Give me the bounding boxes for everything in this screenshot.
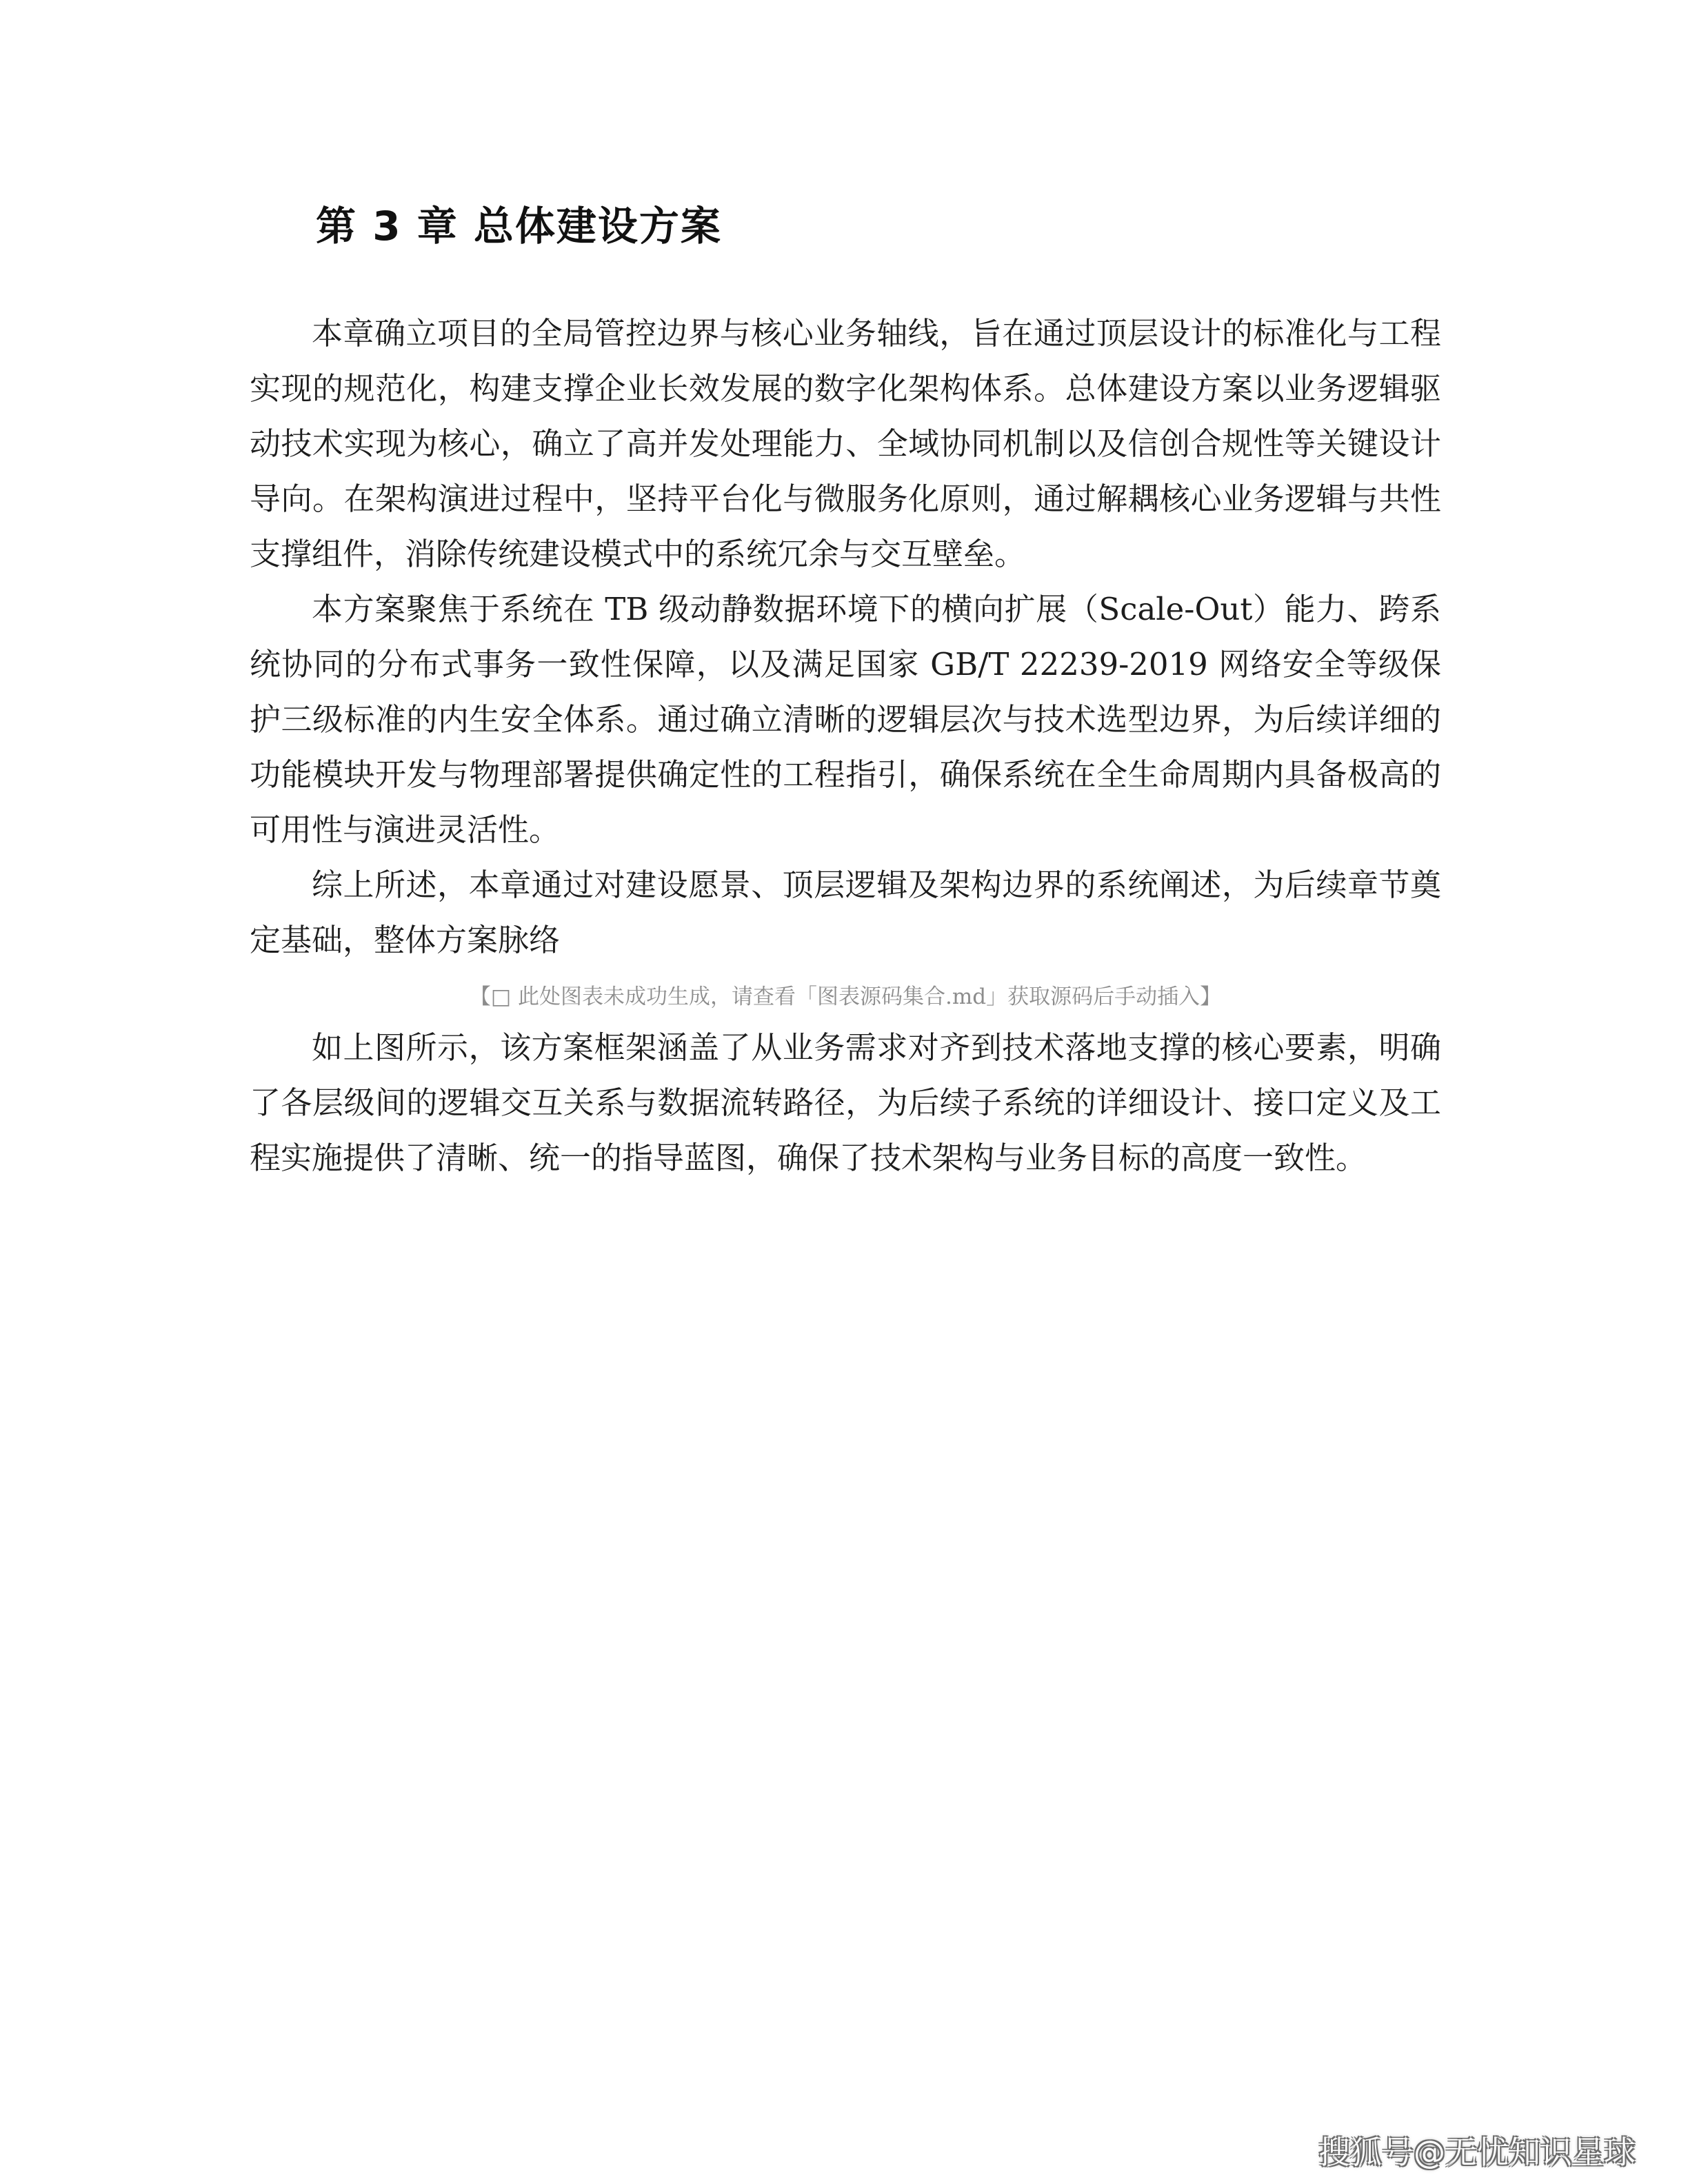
paragraph-intro: 本章确立项目的全局管控边界与核心业务轴线，旨在通过顶层设计的标准化与工程实现的规范化，构建支撑企业长效发展的数字化架构体系。总体建设方案以业务逻辑驱动技术实现为核心，确立了高并发处理能力、全域协同机制以及信创合规性等关键设计导向。在架构演进过程中，坚持平台化与微服务化原则，通过解耦核心业务逻辑与共性支撑组件，消除传统建设模式中的系统冗余与交互壁垒。 [250, 315, 1441, 572]
paragraph-focus: 本方案聚焦于系统在 TB 级动静数据环境下的横向扩展（Scale-Out）能力、跨系统协同的分布式事务一致性保障，以及满足国家 GB/T 22239-2019 网络安全等级保护三级标准的内生安全体系。通过确立清晰的逻辑层次与技术选型边界，为后续详细的功能模块开发与物理部署提供确定性的工程指引，确保系统在全生命周期内具备极高的可用性与演进灵活性。 [250, 591, 1441, 848]
paragraph-summary: 综上所述，本章通过对建设愿景、顶层逻辑及架构边界的系统阐述，为后续章节奠定基础，整体方案脉络 [250, 867, 1441, 958]
body-text [250, 306, 1441, 1186]
watermark: 搜狐号@无忧知识星球 [1318, 2134, 1636, 2171]
figure-placeholder-note: 【□ 此处图表未成功生成，请查看「图表源码集合.md」获取源码后手动插入】 [469, 984, 1222, 1009]
paragraph-closing: 如上图所示，该方案框架涵盖了从业务需求对齐到技术落地支撑的核心要素，明确了各层级间的逻辑交互关系与数据流转路径，为后续子系统的详细设计、接口定义及工程实施提供了清晰、统一的指导蓝图，确保了技术架构与业务目标的高度一致性。 [250, 1029, 1441, 1176]
chapter-title: 第 3 章 总体建设方案 [316, 203, 722, 250]
